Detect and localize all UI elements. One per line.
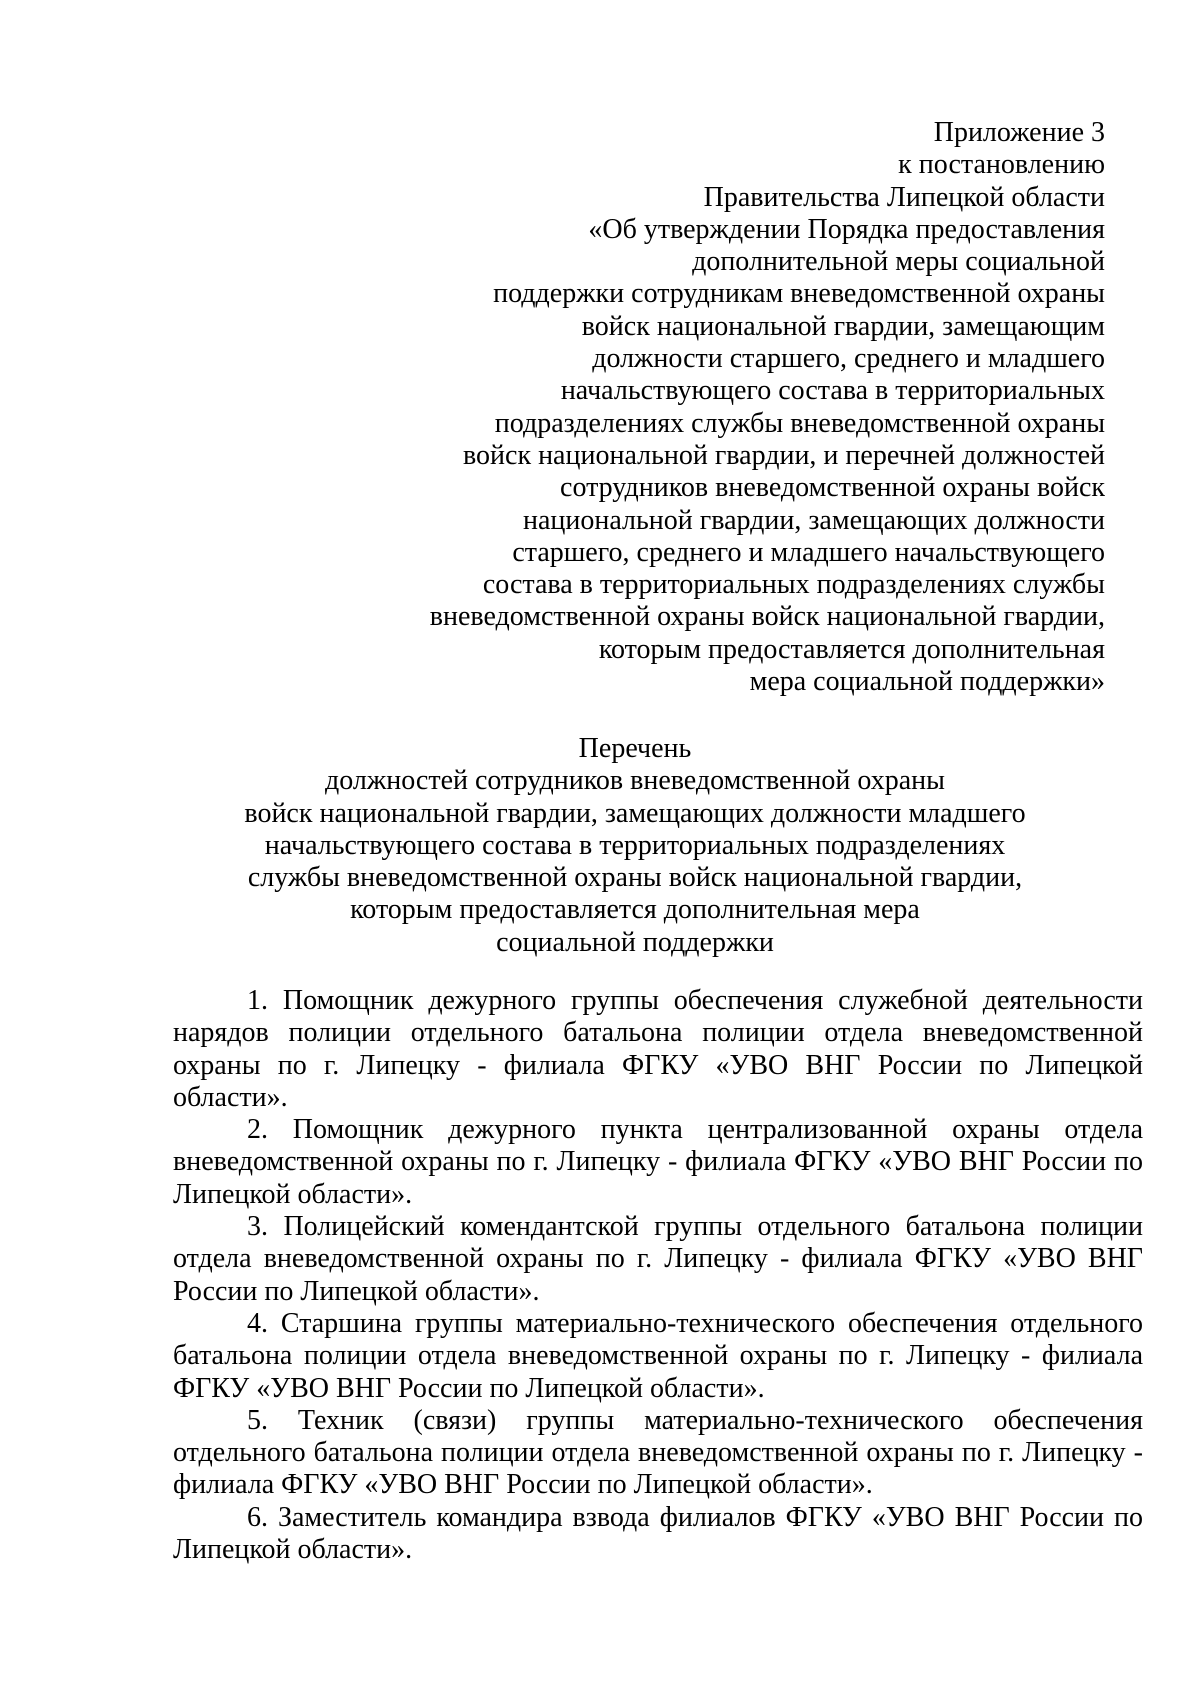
list-item: 6. Заместитель командира взвода филиалов ФГКУ «УВО ВНГ России по Липецкой области». (173, 1501, 1143, 1566)
annex-line: подразделениях службы вневедомственной охраны (494, 407, 1105, 439)
annex-header (345, 117, 1105, 698)
title-line: войск национальной гвардии, замещающих должности младшего (244, 797, 1026, 829)
list-item: 4. Старшина группы материально-технического обеспечения отдельного батальона полиции отдела вневедомственной охраны по г. Липецку - филиала ФГКУ «УВО ВНГ России по Липецкой области». (173, 1307, 1143, 1404)
title-line: должностей сотрудников вневедомственной охраны (325, 765, 945, 797)
annex-line: начальствующего состава в территориальных (560, 375, 1105, 407)
title-line: социальной поддержки (496, 926, 774, 958)
title-line: службы вневедомственной охраны войск национальной гвардии, (247, 862, 1023, 894)
annex-line: «Об утверждении Порядка предоставления (588, 213, 1105, 245)
title-line: начальствующего состава в территориальных подразделениях (264, 829, 1006, 861)
list-title (170, 733, 1100, 959)
list-item: 3. Полицейский комендантской группы отдельного батальона полиции отдела вневедомственной охраны по г. Липецку - филиала ФГКУ «УВО ВНГ России по Липецкой области». (173, 1211, 1143, 1307)
title-line: которым предоставляется дополнительная мера (350, 894, 920, 926)
annex-line: Правительства Липецкой области (703, 181, 1105, 213)
annex-line: поддержки сотрудникам вневедомственной охраны (493, 278, 1105, 310)
list-item: 2. Помощник дежурного пункта централизованной охраны отдела вневедомственной охраны по г. Липецку - филиала ФГКУ «УВО ВНГ России по Липецкой области». (173, 1114, 1143, 1210)
annex-line: к постановлению (898, 149, 1105, 181)
annex-line: национальной гвардии, замещающих должности (523, 504, 1105, 536)
annex-line: войск национальной гвардии, замещающим (581, 310, 1105, 342)
annex-line: должности старшего, среднего и младшего (592, 343, 1105, 375)
annex-line: сотрудников вневедомственной охраны войск (560, 472, 1105, 504)
annex-line: войск национальной гвардии, и перечней должностей (463, 439, 1105, 471)
title-line: Перечень (578, 733, 692, 764)
annex-line: состава в территориальных подразделениях службы (482, 569, 1105, 601)
list-item: 1. Помощник дежурного группы обеспечения служебной деятельности нарядов полиции отдельного батальона полиции отдела вневедомственной охраны по г. Липецку - филиала ФГКУ «УВО ВНГ России по Липецкой области». (173, 985, 1143, 1113)
annex-line: мера социальной поддержки» (749, 666, 1105, 698)
annex-line: вневедомственной охраны войск национальной гвардии, (429, 601, 1105, 633)
annex-line: дополнительной меры социальной (692, 246, 1105, 278)
annex-line: старшего, среднего и младшего начальствующего (512, 536, 1105, 568)
annex-line: Приложение 3 (933, 117, 1105, 148)
positions-list (173, 985, 1143, 1566)
annex-line: которым предоставляется дополнительная (598, 633, 1105, 665)
list-item: 5. Техник (связи) группы материально-технического обеспечения отдельного батальона полиции отдела вневедомственной охраны по г. Липецку - филиала ФГКУ «УВО ВНГ России по Липецкой области». (173, 1404, 1143, 1501)
